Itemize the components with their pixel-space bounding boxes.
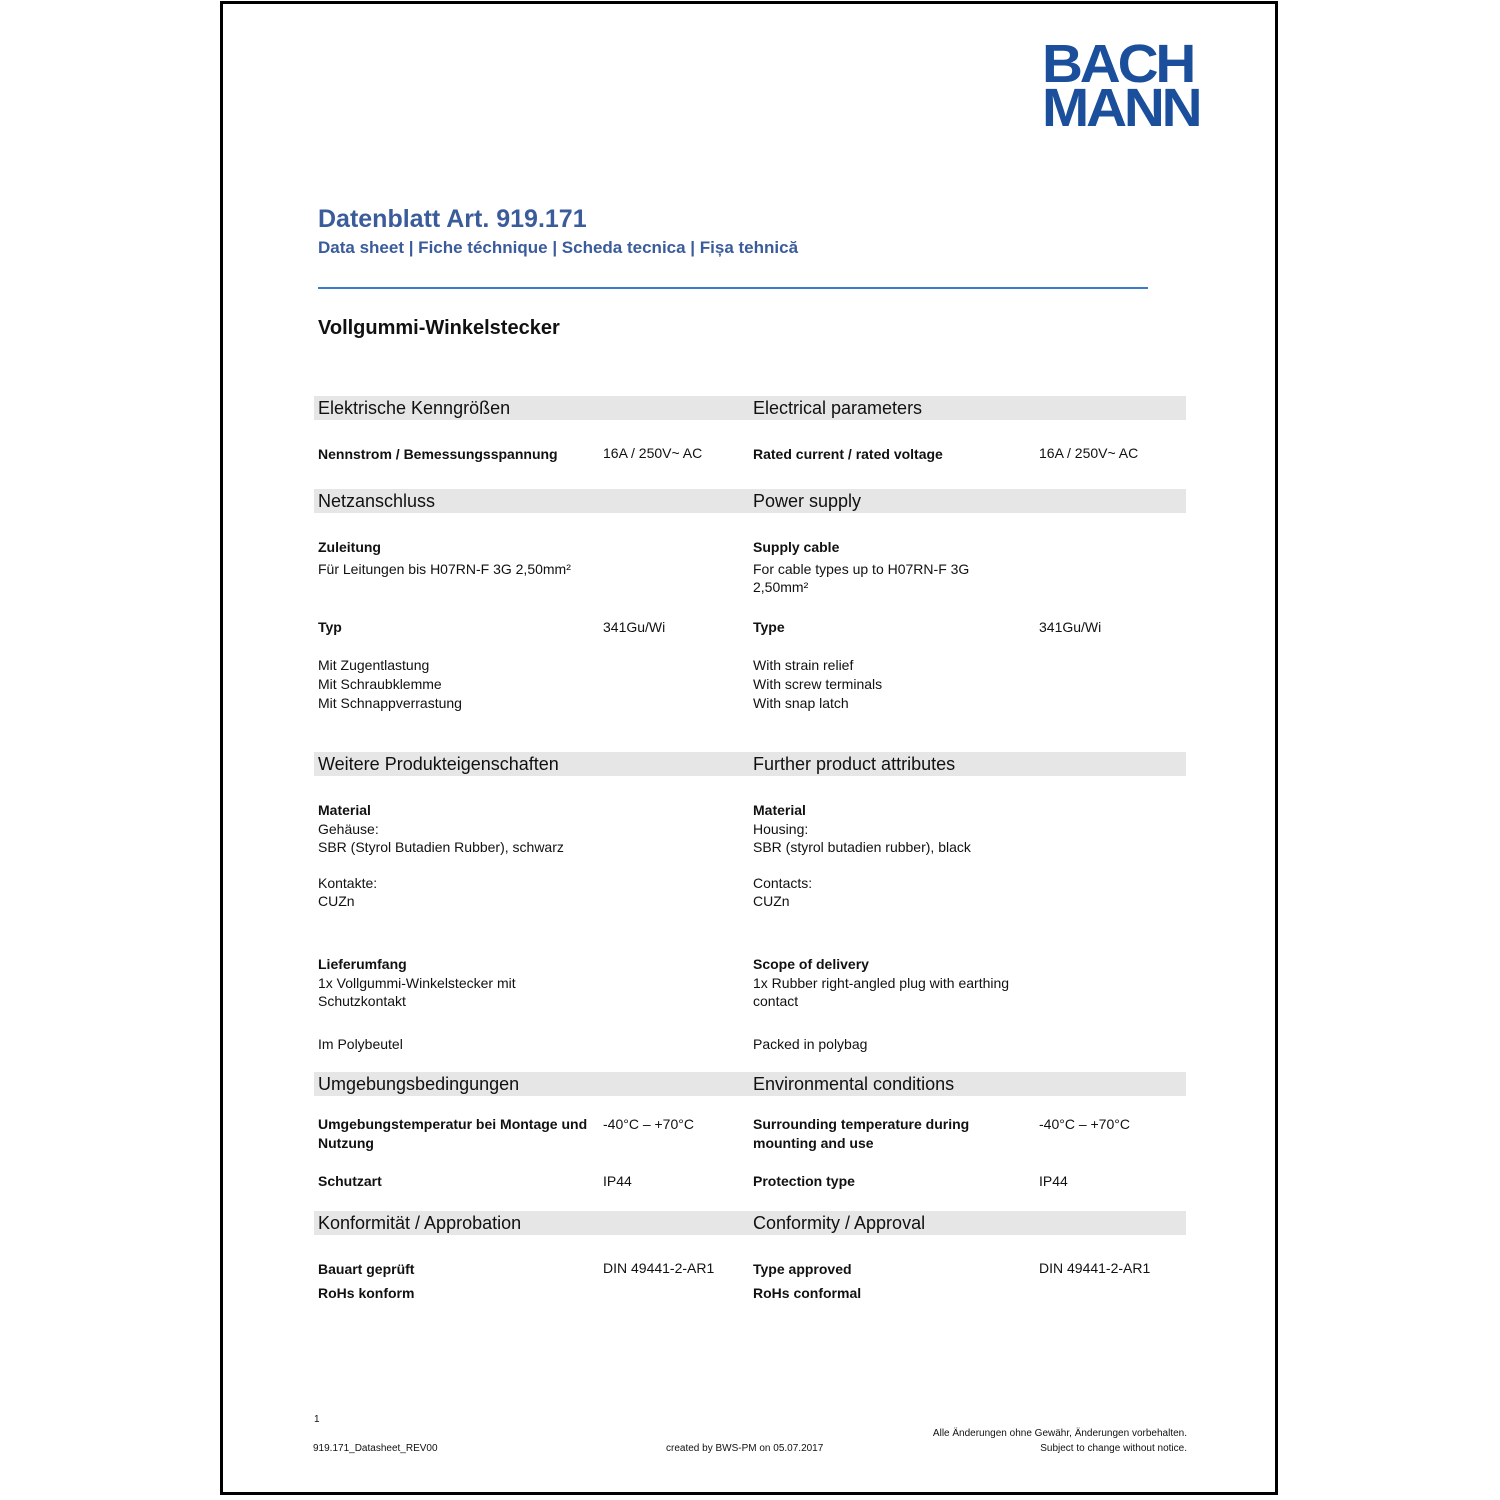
rated-label-en: Rated current / rated voltage [753,446,943,462]
section-title-further-de: Weitere Produkteigenschaften [318,754,559,774]
approved-label-de: Bauart geprüft [318,1261,415,1277]
material-label-de: Material [318,802,371,818]
scope-label-de: Lieferumfang [318,956,407,972]
rated-value-de: 16A / 250V~ AC [603,445,703,461]
contacts-label-de: Kontakte: [318,875,378,891]
cable-text-en-line1: For cable types up to H07RN-F 3G [753,561,970,577]
disclaimer-en: Subject to change without notice. [1040,1443,1187,1454]
protection-value-en: IP44 [1039,1173,1068,1189]
housing-value-de: SBR (Styrol Butadien Rubber), schwarz [318,839,564,855]
logo-line-1: BACH [1042,34,1194,94]
temp-value-de: -40°C – +70°C [603,1116,694,1132]
section-band-power [314,489,1186,513]
header-divider [318,287,1148,289]
approved-label-en: Type approved [753,1261,852,1277]
housing-label-de: Gehäuse: [318,821,379,837]
type-label-en: Type [753,619,785,635]
rated-label-de: Nennstrom / Bemessungsspannung [318,446,558,462]
contacts-value-en: CUZn [753,893,790,909]
section-title-electrical-en: Electrical parameters [753,398,923,418]
contacts-value-de: CUZn [318,893,355,909]
section-title-environment-en: Environmental conditions [753,1074,955,1094]
section-title-power-en: Power supply [753,491,862,511]
scope-text-de-line1: 1x Vollgummi-Winkelstecker mit [318,975,516,991]
section-title-electrical-de: Elektrische Kenngrößen [318,398,511,418]
temp-label-en-line1: Surrounding temperature during [753,1116,970,1132]
protection-label-de: Schutzart [318,1173,382,1189]
rohs-label-en: RoHs conformal [753,1285,862,1301]
feature-en-1: With strain relief [753,657,854,673]
scope-text-en-line1: 1x Rubber right-angled plug with earthing [753,975,1010,991]
housing-value-en: SBR (styrol butadien rubber), black [753,839,971,855]
protection-label-en: Protection type [753,1173,855,1189]
logo-line-2: MANN [1042,78,1200,138]
scope-text-en-line2: contact [753,993,799,1009]
section-title-power-de: Netzanschluss [318,491,436,511]
page-subtitle: Data sheet | Fiche téchnique | Scheda tecnica | Fișa tehnică [318,238,799,257]
type-value-en: 341Gu/Wi [1039,619,1102,635]
cable-text-en-line2: 2,50mm² [753,579,809,595]
page-title: Datenblatt Art. 919.171 [318,205,587,233]
approved-value-de: DIN 49441-2-AR1 [603,1260,715,1276]
pack-text-en: Packed in polybag [753,1036,868,1052]
temp-label-de-line2: Nutzung [318,1135,374,1151]
section-title-conformity-de: Konformität / Approbation [318,1213,522,1233]
type-value-de: 341Gu/Wi [603,619,666,635]
section-title-further-en: Further product attributes [753,754,956,774]
housing-label-en: Housing: [753,821,809,837]
protection-value-de: IP44 [603,1173,632,1189]
cable-label-en: Supply cable [753,539,840,555]
pack-text-de: Im Polybeutel [318,1036,403,1052]
bachmann-logo [1042,34,1200,138]
cable-text-de: Für Leitungen bis H07RN-F 3G 2,50mm² [318,561,571,577]
feature-de-1: Mit Zugentlastung [318,657,430,673]
rohs-label-de: RoHs konform [318,1285,415,1301]
section-title-environment-de: Umgebungsbedingungen [318,1074,520,1094]
approved-value-en: DIN 49441-2-AR1 [1039,1260,1151,1276]
temp-label-de-line1: Umgebungstemperatur bei Montage und [318,1116,588,1132]
section-title-conformity-en: Conformity / Approval [753,1213,926,1233]
scope-text-de-line2: Schutzkontakt [318,993,406,1009]
feature-de-2: Mit Schraubklemme [318,676,442,692]
temp-label-en-line2: mounting and use [753,1135,874,1151]
temp-value-en: -40°C – +70°C [1039,1116,1130,1132]
rated-value-en: 16A / 250V~ AC [1039,445,1139,461]
type-label-de: Typ [318,619,342,635]
feature-en-2: With screw terminals [753,676,883,692]
page-number: 1 [314,1414,320,1425]
feature-en-3: With snap latch [753,695,849,711]
scope-label-en: Scope of delivery [753,956,869,972]
disclaimer-de: Alle Änderungen ohne Gewähr, Änderungen vorbehalten. [932,1428,1187,1439]
product-name: Vollgummi-Winkelstecker [318,317,560,339]
feature-de-3: Mit Schnappverrastung [318,695,462,711]
cable-label-de: Zuleitung [318,539,381,555]
contacts-label-en: Contacts: [753,875,813,891]
created-info: created by BWS-PM on 05.07.2017 [666,1443,824,1454]
material-label-en: Material [753,802,806,818]
doc-id: 919.171_Datasheet_REV00 [313,1443,438,1454]
